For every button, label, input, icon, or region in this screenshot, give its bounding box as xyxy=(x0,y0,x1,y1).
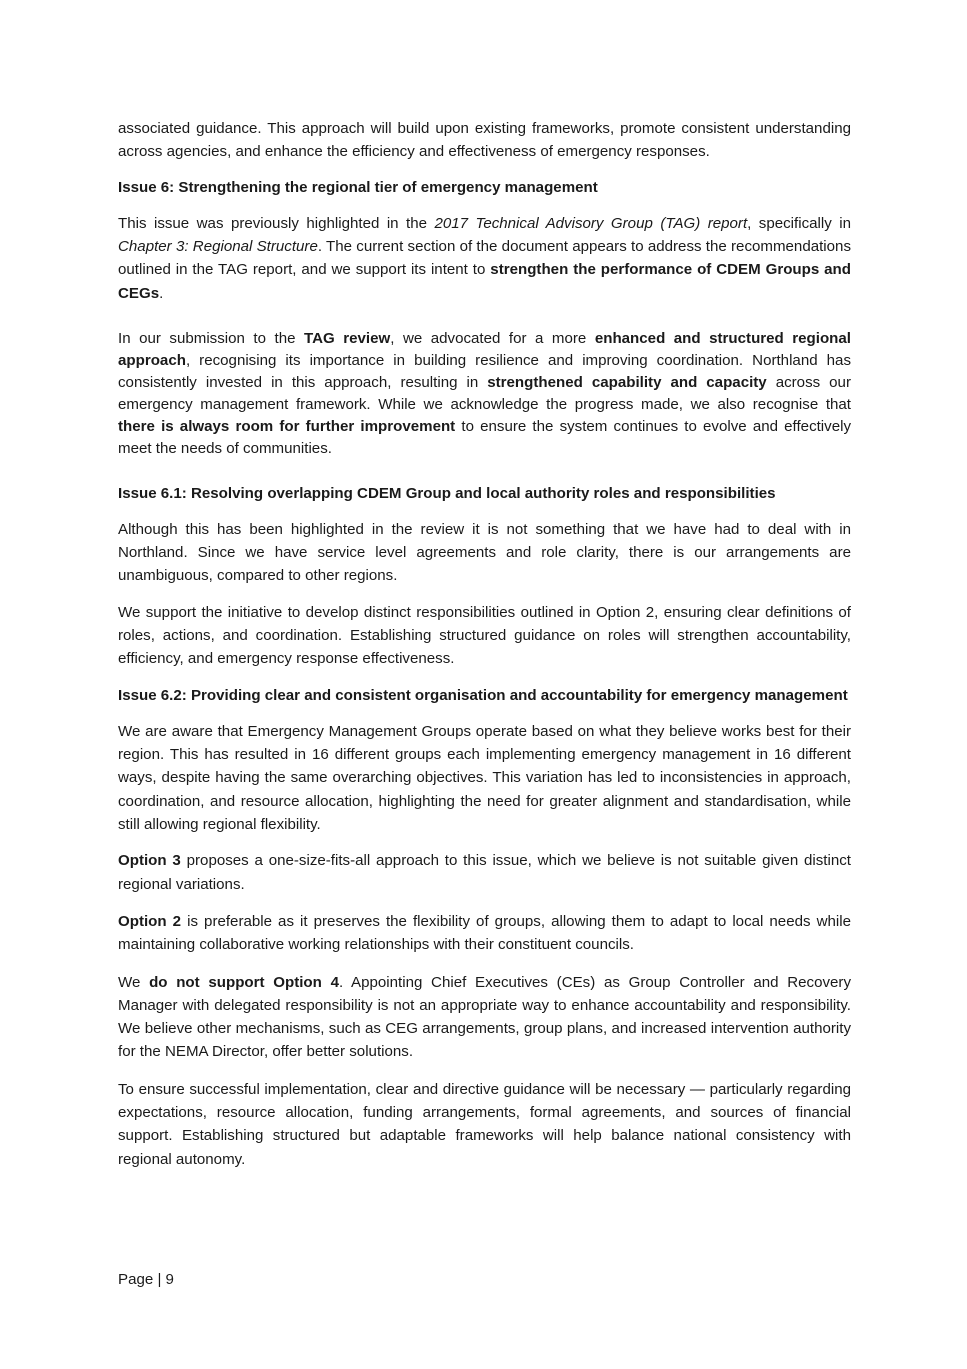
bold-text: strengthen the performance of CDEM Groups and CEGs xyxy=(118,261,852,302)
bold-text: do not support Option 4 xyxy=(149,973,339,991)
text-run: is preferable as it preserves the flexibility of groups, allowing them to adapt to local needs while maintaining collaborative working relationships with their constituent councils. xyxy=(118,912,851,954)
paragraph-option-2-support: We support the initiative to develop distinct responsibilities outlined in Option 2, ensuring clear definitions of roles, actions, and coordination. Establishing structured guidance on roles will strengthen accountability, efficiency, and emergency response effectiveness. xyxy=(118,603,851,668)
paragraph-continuation: associated guidance. This approach will build upon existing frameworks, promote consistent understanding across agencies, and enhance the efficiency and effectiveness of emergency responses. xyxy=(118,120,851,161)
text-run: . The current section of the document appears to address the recommendations outlined in the TAG report, and we support its intent to xyxy=(118,238,851,279)
italic-text: Chapter 3: Regional Structure xyxy=(118,238,318,256)
text-run: , recognising its importance in building resilience and improving coordination. Northland has consistently invested in this approach, resulting in xyxy=(118,351,851,391)
heading-issue-6-1: Issue 6.1: Resolving overlapping CDEM Group and local authority roles and responsibilities xyxy=(118,484,776,502)
bold-text: there is always room for further improvement xyxy=(118,417,456,435)
text-run: . Appointing Chief Executives (CEs) as Group Controller and Recovery Manager with delegated responsibility is not an appropriate way to enhance accountability and responsibility. We believe other mechanisms, such as CEG arrangements, group plans, and increased intervention authority for the NEMA Director, offer better solutions. xyxy=(118,973,851,1061)
text-run: This issue was previously highlighted in the xyxy=(118,214,435,232)
paragraph-16-groups: We are aware that Emergency Management Groups operate based on what they believe works best for their region. This has resulted in 16 different groups each implementing emergency management in 16 different ways, despite having the same overarching objectives. This variation has led to inconsistencies in approach, coordination, and resource allocation, highlighting the need for greater alignment and standardisation, while still allowing regional flexibility. xyxy=(118,722,851,834)
text-run: We xyxy=(118,973,150,991)
bold-text: Option 3 xyxy=(118,852,181,870)
heading-issue-6-2: Issue 6.2: Providing clear and consistent organisation and accountability for emergency management xyxy=(118,686,848,704)
text-run: , specifically in xyxy=(747,214,851,232)
paragraph-implementation: To ensure successful implementation, clear and directive guidance will be necessary — particularly regarding expectations, resource allocation, funding arrangements, formal agreements, and sources of financial support. Establishing structured but adaptable frameworks will help balance national consistency with regional autonomy. xyxy=(118,1080,851,1168)
bold-text: enhanced and structured regional approach xyxy=(118,330,851,369)
bold-text: strengthened capability and capacity xyxy=(487,373,767,391)
paragraph-option-2 xyxy=(118,910,851,957)
paragraph-option-4 xyxy=(118,971,851,1064)
text-run: to ensure the system continues to evolve and effectively meet the needs of communities. xyxy=(118,417,851,457)
text-run: In our submission to the xyxy=(118,330,304,348)
page-number: Page | 9 xyxy=(118,1271,174,1288)
paragraph-option-3 xyxy=(118,849,851,896)
bold-text: Option 2 xyxy=(118,912,182,930)
italic-text: 2017 Technical Advisory Group (TAG) report xyxy=(434,214,748,232)
text-run: across our emergency management framework. While we acknowledge the progress made, we also recognise that xyxy=(118,373,851,413)
page-footer xyxy=(118,1269,174,1291)
text-run: , we advocated for a more xyxy=(390,330,595,348)
text-run: proposes a one-size-fits-all approach to this issue, which we believe is not suitable given distinct regional variations. xyxy=(118,852,851,893)
paragraph-northland-clarity: Although this has been highlighted in the review it is not something that we have had to deal with in Northland. Since we have service level agreements and role clarity, there is our arrangements are unambiguous, compared to other regions. xyxy=(118,520,851,585)
text-run: . xyxy=(159,284,164,302)
paragraph-tag-review xyxy=(118,328,851,459)
paragraph-issue-6-intro xyxy=(118,212,851,305)
heading-issue-6: Issue 6: Strengthening the regional tier of emergency management xyxy=(118,178,598,196)
document-body xyxy=(118,117,851,1171)
bold-text: TAG review xyxy=(304,330,391,348)
